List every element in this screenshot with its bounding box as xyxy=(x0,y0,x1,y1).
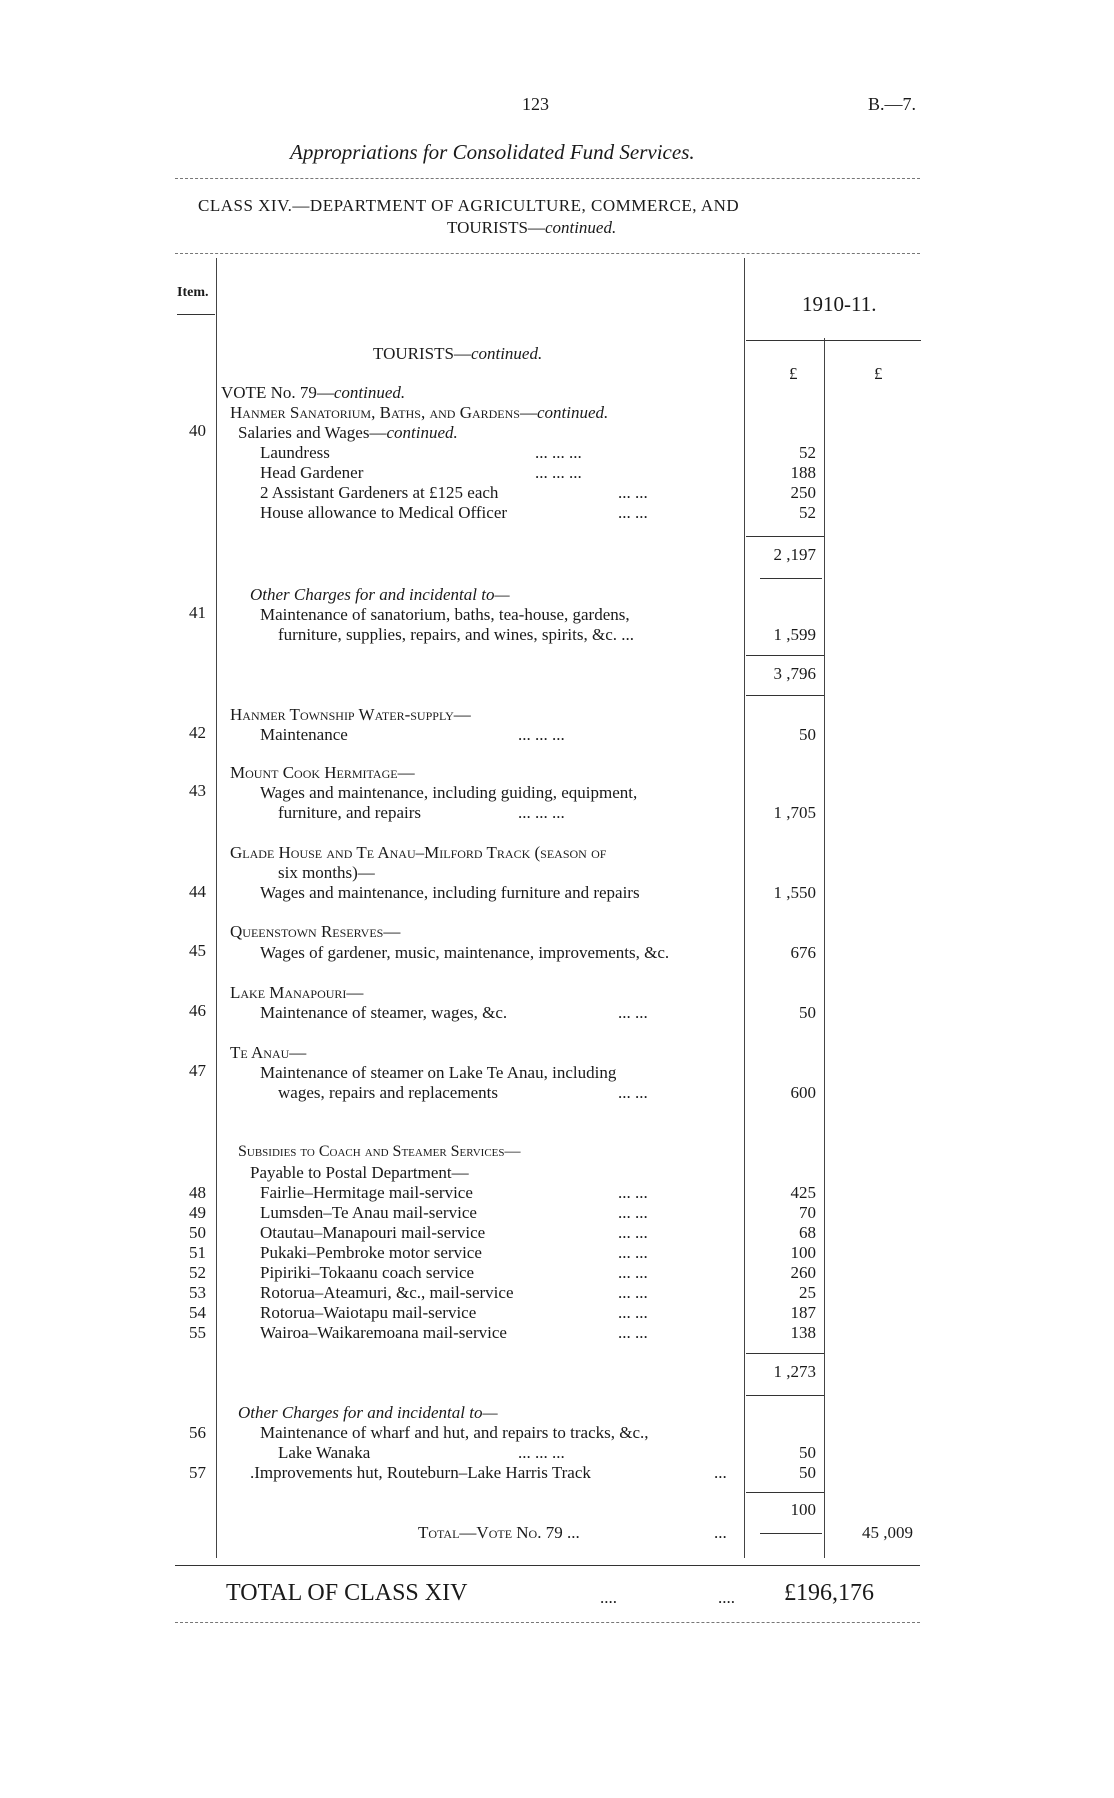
item-number: 51 xyxy=(189,1243,206,1262)
leader-dots: ... ... xyxy=(618,1223,648,1242)
line-label: wages, repairs and replacements xyxy=(278,1083,498,1102)
pound-sign-right: £ xyxy=(874,364,883,383)
subtotal-rule xyxy=(746,1353,824,1354)
subtotal-rule xyxy=(746,655,824,656)
pound-sign-left: £ xyxy=(789,364,798,383)
subtotal-rule xyxy=(760,1533,822,1534)
line-amount: 1 ,705 xyxy=(773,803,816,822)
line-label: Lake Wanaka xyxy=(278,1443,371,1462)
item-number: 48 xyxy=(189,1183,206,1202)
salaries-italic: continued. xyxy=(386,423,458,442)
line-amount: 52 xyxy=(799,443,816,462)
leader-dots: .... xyxy=(718,1588,735,1607)
line-label: Rotorua–Ateamuri, &c., mail-service xyxy=(260,1283,514,1302)
leader-dots: ... ... ... xyxy=(518,725,565,744)
group-heading: Te Anau— xyxy=(230,1043,307,1062)
line-amount: 68 xyxy=(799,1223,816,1242)
hanmer-italic: continued. xyxy=(536,403,609,422)
class-total-amount: £196,176 xyxy=(784,1580,874,1606)
line-label: Rotorua–Waiotapu mail-service xyxy=(260,1303,477,1322)
line-amount: 1 ,550 xyxy=(773,883,816,902)
item-number: 57 xyxy=(189,1463,206,1482)
line-label: Laundress xyxy=(260,443,330,462)
pound-column-rule xyxy=(824,338,825,1558)
line-amount: 25 xyxy=(799,1283,816,1302)
line-amount: 1 ,599 xyxy=(773,625,816,644)
line-amount: 138 xyxy=(790,1323,816,1342)
group-heading: Hanmer Township Water-supply— xyxy=(230,705,471,724)
group-heading: Queenstown Reserves— xyxy=(230,922,401,941)
class-total-label: TOTAL OF CLASS XIV xyxy=(226,1580,468,1606)
line-label: Fairlie–Hermitage mail-service xyxy=(260,1183,473,1202)
line-label: furniture, and repairs xyxy=(278,803,422,822)
line-label: Maintenance of wharf and hut, and repairs to tracks, &c., xyxy=(260,1423,649,1442)
item-number: 53 xyxy=(189,1283,206,1302)
line-label: Otautau–Manapouri mail-service xyxy=(260,1223,486,1242)
vote-main: VOTE No. 79— xyxy=(221,383,334,402)
leader-dots: ... ... ... xyxy=(535,463,582,482)
item-number: 47 xyxy=(189,1061,206,1080)
subtotal-rule xyxy=(760,578,822,579)
class-total-rule-top xyxy=(175,1565,920,1566)
line-amount: 600 xyxy=(790,1083,816,1102)
group-heading: Mount Cook Hermitage— xyxy=(230,763,415,782)
item-column-header: Item. xyxy=(177,285,209,300)
leader-dots: ... xyxy=(714,1523,727,1542)
line-amount: 188 xyxy=(790,463,816,482)
leader-dots: ... ... xyxy=(618,1083,648,1102)
subsidies-heading: Subsidies to Coach and Steamer Services— xyxy=(238,1143,521,1160)
line-label: Wages and maintenance, including furniture and repairs xyxy=(260,883,640,902)
leader-dots: ... ... ... xyxy=(535,443,582,462)
header-rule xyxy=(175,253,920,254)
leader-dots: ... ... xyxy=(618,1003,648,1022)
line-amount: 52 xyxy=(799,503,816,522)
line-label: Head Gardener xyxy=(260,463,364,482)
class-heading-italic: continued. xyxy=(544,218,617,237)
line-amount: 50 xyxy=(799,1463,816,1482)
leader-dots: ... xyxy=(714,1463,727,1482)
line-amount: 676 xyxy=(790,943,816,962)
leader-dots: .... xyxy=(600,1588,617,1607)
salaries-subtotal: 2 ,197 xyxy=(773,545,816,564)
line-amount: 50 xyxy=(799,725,816,744)
line-label: Lumsden–Te Anau mail-service xyxy=(260,1203,477,1222)
leader-dots: ... ... xyxy=(618,1263,648,1282)
line-label: Wairoa–Waikaremoana mail-service xyxy=(260,1323,507,1342)
vote-heading xyxy=(221,383,405,403)
leader-dots: ... ... xyxy=(618,1323,648,1342)
item-number: 40 xyxy=(189,421,206,440)
hanmer-main: Hanmer Sanatorium, Baths, and Gardens— xyxy=(230,403,537,422)
subsidies-subheading: Payable to Postal Department— xyxy=(250,1163,469,1182)
line-amount: 70 xyxy=(799,1203,816,1222)
item-number: 46 xyxy=(189,1001,206,1020)
leader-dots: ... ... xyxy=(618,503,648,522)
leader-dots: ... ... xyxy=(618,1203,648,1222)
page-number: 123 xyxy=(522,94,549,114)
document-reference: B.—7. xyxy=(868,94,917,114)
hanmer-heading xyxy=(230,403,608,423)
leader-dots: ... ... ... xyxy=(518,803,565,822)
tourists-main: TOURISTS— xyxy=(373,344,471,363)
salaries-main: Salaries and Wages— xyxy=(238,423,387,442)
group-heading: Glade House and Te Anau–Milford Track (season of xyxy=(230,843,607,862)
leader-dots: ... ... xyxy=(618,1183,648,1202)
other-charges-total: 3 ,796 xyxy=(773,664,816,683)
line-label: furniture, supplies, repairs, and wines, spirits, &c. ... xyxy=(278,625,634,644)
class-total-rule-bottom xyxy=(175,1622,920,1623)
title-rule xyxy=(175,178,920,179)
item-number: 55 xyxy=(189,1323,206,1342)
tourists-italic: continued. xyxy=(470,344,543,363)
item-number: 52 xyxy=(189,1263,206,1282)
line-label: Maintenance xyxy=(260,725,348,744)
year-header-rule xyxy=(746,340,921,341)
item-number: 50 xyxy=(189,1223,206,1242)
class-heading-main: TOURISTS— xyxy=(447,218,545,237)
line-label: House allowance to Medical Officer xyxy=(260,503,508,522)
leader-dots: ... ... xyxy=(618,1243,648,1262)
class-heading-line1: CLASS XIV.—DEPARTMENT OF AGRICULTURE, COMMERCE, AND xyxy=(198,196,740,215)
line-label: Maintenance of steamer on Lake Te Anau, including xyxy=(260,1063,617,1082)
subtotal-rule xyxy=(746,536,824,537)
salaries-heading xyxy=(238,423,458,443)
item-number: 42 xyxy=(189,723,206,742)
line-label: .Improvements hut, Routeburn–Lake Harris Track xyxy=(250,1463,591,1482)
line-label: Maintenance of sanatorium, baths, tea-house, gardens, xyxy=(260,605,630,624)
group-heading-cont: six months)— xyxy=(278,863,375,882)
amount-column-rule xyxy=(744,258,745,1558)
other-charges-heading: Other Charges for and incidental to— xyxy=(238,1403,498,1422)
item-column-rule xyxy=(216,258,217,1558)
item-number: 49 xyxy=(189,1203,206,1222)
tourists-heading xyxy=(373,344,542,364)
subtotal-rule xyxy=(746,1395,824,1396)
leader-dots: ... ... xyxy=(618,1303,648,1322)
line-label: Maintenance of steamer, wages, &c. xyxy=(260,1003,508,1022)
item-number: 45 xyxy=(189,941,206,960)
other-charges-heading: Other Charges for and incidental to— xyxy=(250,585,510,604)
subtotal-rule xyxy=(746,1492,824,1493)
line-label: 2 Assistant Gardeners at £125 each xyxy=(260,483,499,502)
line-amount: 187 xyxy=(790,1303,816,1322)
item-number: 56 xyxy=(189,1423,206,1442)
subtotal-rule xyxy=(746,695,824,696)
vote-italic: continued. xyxy=(333,383,406,402)
line-label: Pukaki–Pembroke motor service xyxy=(260,1243,482,1262)
line-amount: 50 xyxy=(799,1443,816,1462)
line-amount: 260 xyxy=(790,1263,816,1282)
line-amount: 100 xyxy=(790,1243,816,1262)
year-column-header: 1910-11. xyxy=(802,292,877,316)
class-heading-line2 xyxy=(447,218,616,238)
vote-total-amount: 45 ,009 xyxy=(862,1523,913,1542)
page-title: Appropriations for Consolidated Fund Services. xyxy=(290,140,695,164)
line-amount: 50 xyxy=(799,1003,816,1022)
item-header-underline xyxy=(177,314,215,315)
leader-dots: ... ... ... xyxy=(518,1443,565,1462)
line-label: Wages of gardener, music, maintenance, improvements, &c. xyxy=(260,943,670,962)
line-amount: 250 xyxy=(790,483,816,502)
group-heading: Lake Manapouri— xyxy=(230,983,364,1002)
item-number: 43 xyxy=(189,781,206,800)
item-number: 44 xyxy=(189,882,206,901)
line-label: Pipiriki–Tokaanu coach service xyxy=(260,1263,475,1282)
leader-dots: ... ... xyxy=(618,1283,648,1302)
item-number: 41 xyxy=(189,603,206,622)
subsidies-subtotal: 1 ,273 xyxy=(773,1362,816,1381)
item-number: 54 xyxy=(189,1303,206,1322)
line-label: Wages and maintenance, including guiding, equipment, xyxy=(260,783,638,802)
other-charges-subtotal: 100 xyxy=(790,1500,816,1519)
leader-dots: ... ... xyxy=(618,483,648,502)
vote-total-label: Total—Vote No. 79 ... xyxy=(418,1523,580,1542)
line-amount: 425 xyxy=(790,1183,816,1202)
